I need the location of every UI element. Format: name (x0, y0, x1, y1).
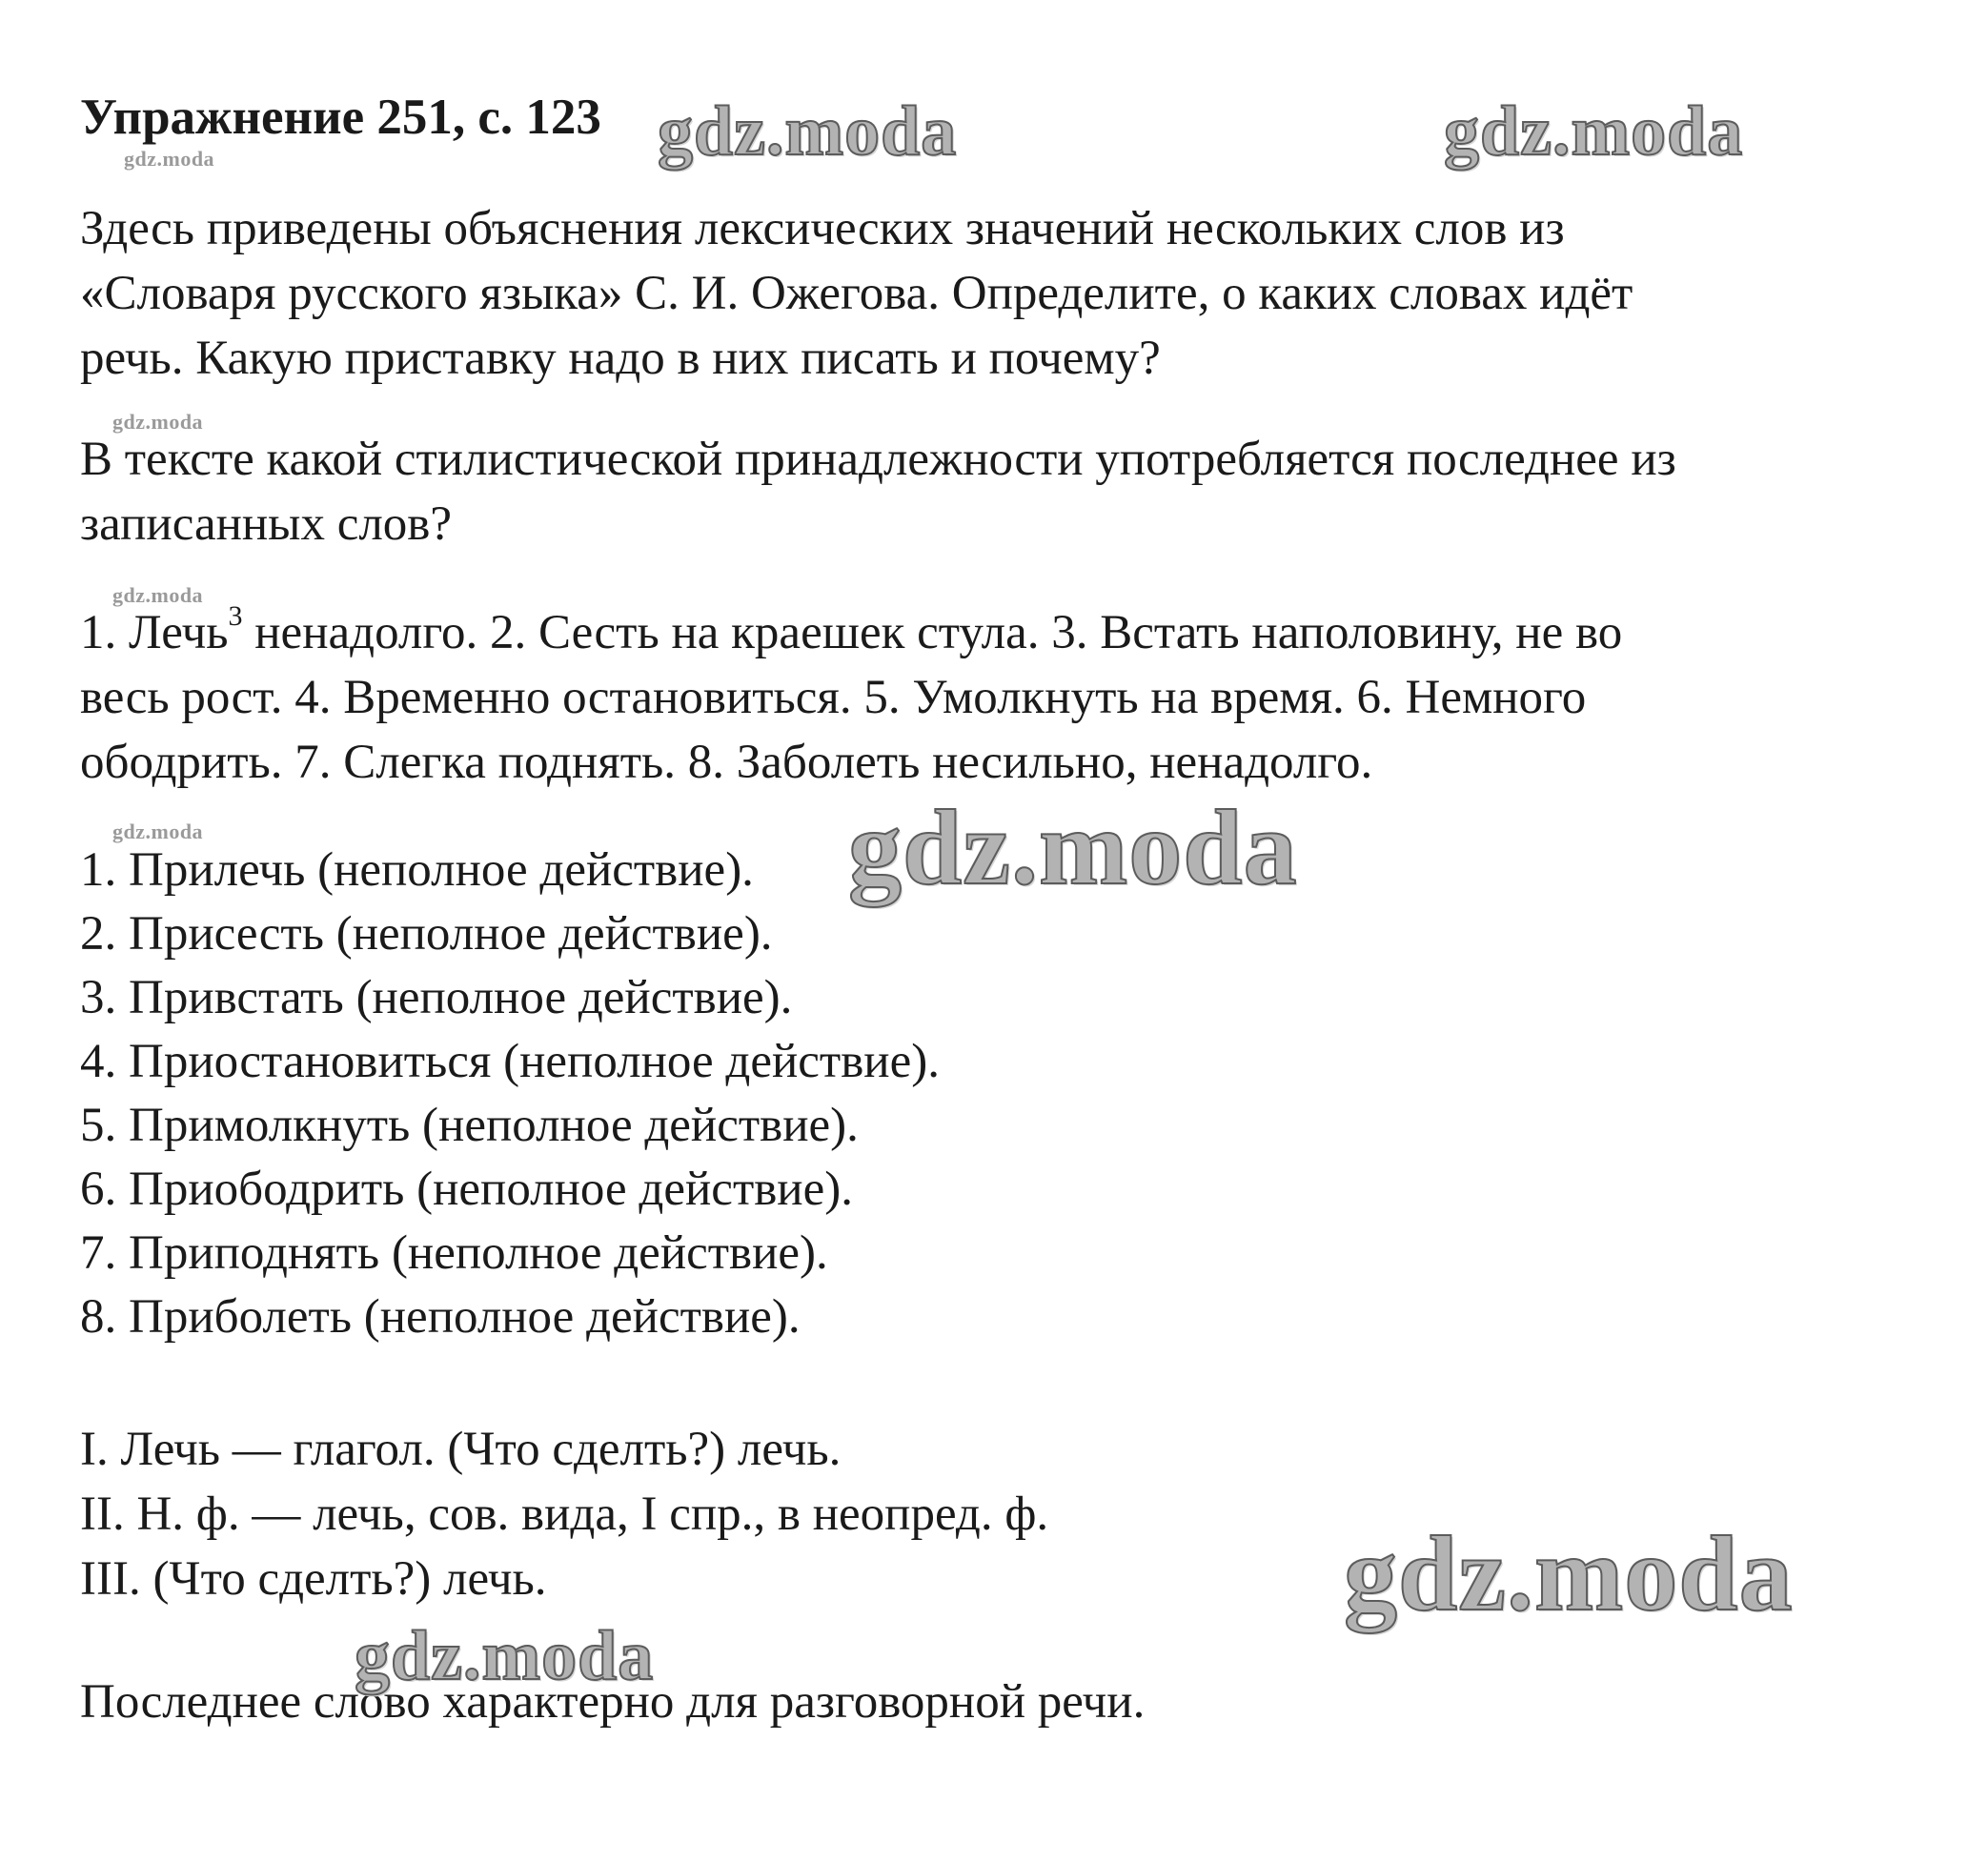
definitions-line: ободрить. 7. Слегка поднять. 8. Заболеть несильно, ненадолго. (80, 736, 1373, 789)
watermark-small: gdz.moda (124, 147, 215, 171)
watermark-large: gdz.moda (848, 789, 1298, 907)
analysis-line: I. Лечь — глагол. (Что сделть?) лечь. (80, 1423, 842, 1476)
watermark-large: gdz.moda (1344, 1515, 1794, 1633)
question-line: В тексте какой стилистической принадлежности употребляется последнее из (80, 433, 1676, 486)
answer-item: 8. Приболеть (неполное действие). (80, 1290, 801, 1344)
definitions-text (80, 600, 1622, 795)
answer-item: 4. Приостановиться (неполное действие). (80, 1035, 940, 1088)
watermark-large: gdz.moda (658, 92, 958, 171)
task-line: Здесь приведены объяснения лексических значений нескольких слов из (80, 202, 1565, 255)
answer-item: 1. Прилечь (неполное действие). (80, 843, 754, 897)
question-line: записанных слов? (80, 497, 452, 551)
watermark-large: gdz.moda (1444, 92, 1744, 171)
answer-item: 7. Приподнять (неполное действие). (80, 1226, 828, 1280)
watermark-small: gdz.moda (112, 410, 204, 434)
answer-item: 3. Привстать (неполное действие). (80, 971, 793, 1024)
conclusion-text: Последнее слово характерно для разговорной речи. (80, 1675, 1146, 1729)
task-line: речь. Какую приставку надо в них писать и почему? (80, 332, 1161, 385)
answers-list (80, 838, 940, 1348)
definition-rest: ненадолго. 2. Сесть на краешек стула. 3. Встать наполовину, не во (242, 606, 1623, 659)
exercise-title: Упражнение 251, с. 123 (80, 90, 601, 145)
watermark-small: gdz.moda (112, 820, 204, 843)
morphological-analysis (80, 1417, 1048, 1611)
definition-word: 1. Лечь (80, 606, 229, 659)
watermark-small: gdz.moda (112, 583, 204, 607)
watermark-large: gdz.moda (355, 1617, 655, 1695)
definitions-line: весь рост. 4. Временно остановиться. 5. Умолкнуть на время. 6. Немного (80, 671, 1587, 724)
analysis-line: II. Н. ф. — лечь, сов. вида, I спр., в неопред. ф. (80, 1488, 1049, 1541)
definitions-line (80, 600, 1622, 665)
footnote-mark: 3 (228, 600, 243, 632)
answer-item: 5. Примолкнуть (неполное действие). (80, 1099, 859, 1152)
question-text (80, 427, 1676, 557)
task-line: «Словаря русского языка» С. И. Ожегова. Определите, о каких словах идёт (80, 267, 1633, 320)
task-text (80, 196, 1633, 391)
analysis-line: III. (Что сделть?) лечь. (80, 1552, 547, 1606)
answer-item: 6. Приободрить (неполное действие). (80, 1163, 853, 1216)
answer-item: 2. Присесть (неполное действие). (80, 907, 773, 961)
